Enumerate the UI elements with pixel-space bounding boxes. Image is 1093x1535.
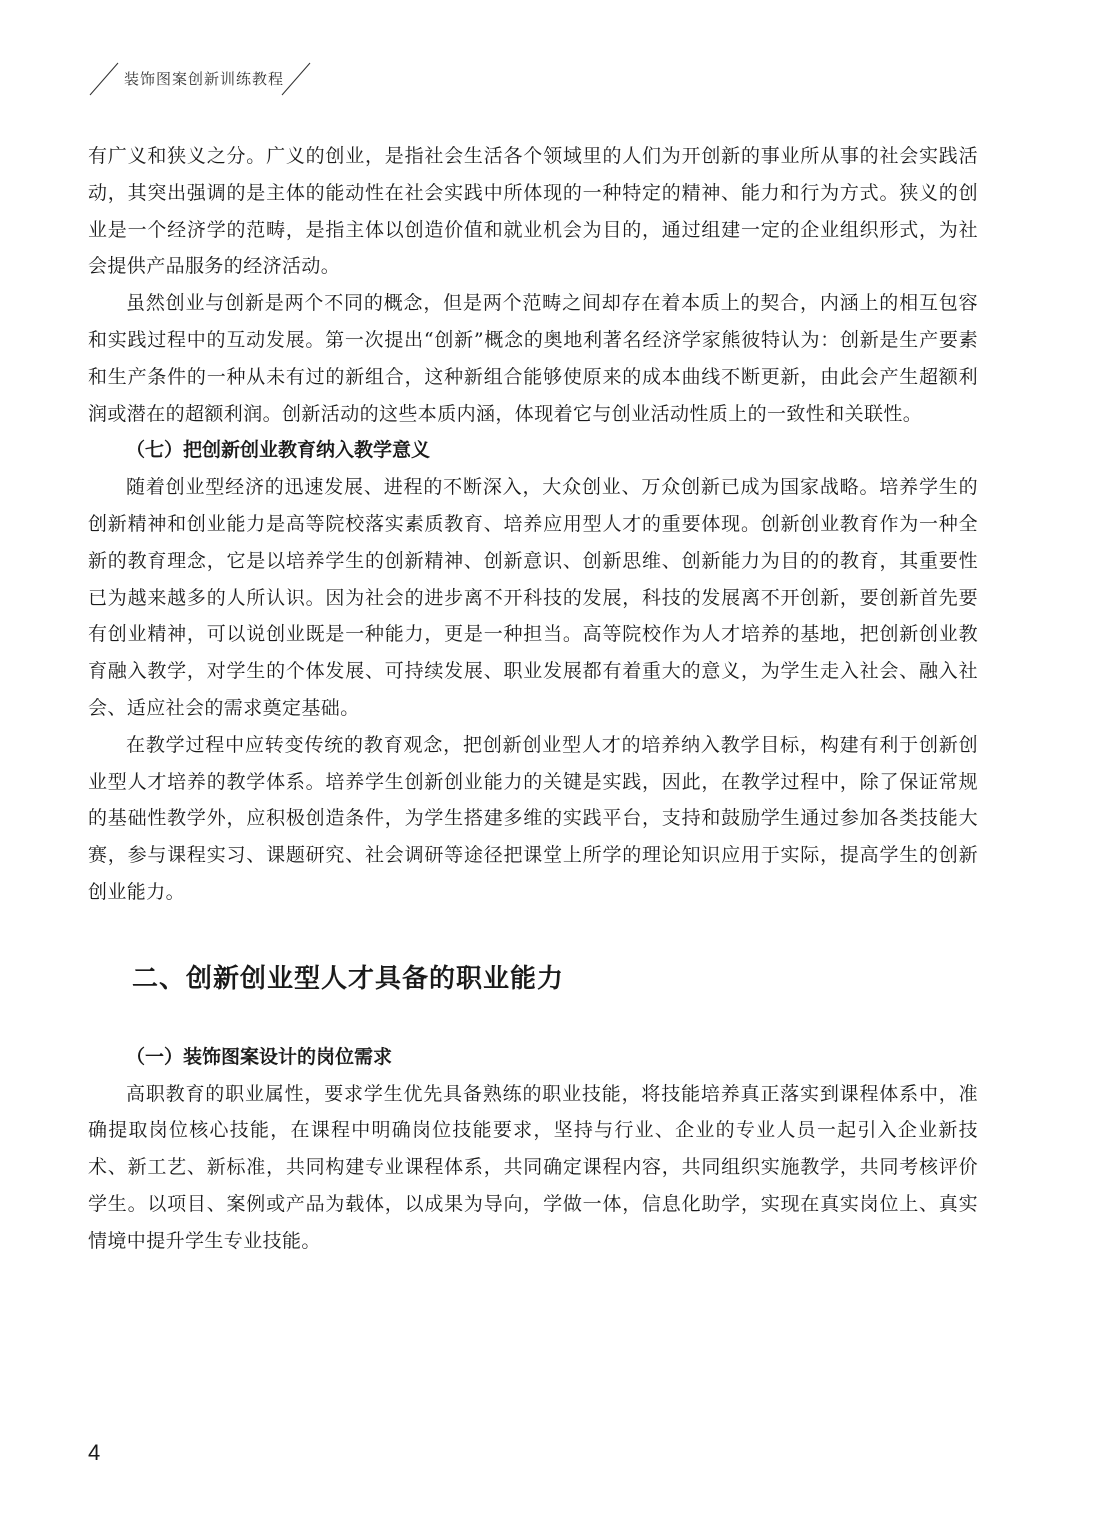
- header-slash-left-icon: [88, 62, 126, 96]
- subsection-heading-7: （七）把创新创业教育纳入教学意义: [126, 439, 431, 462]
- page-number: 4: [88, 1440, 101, 1465]
- header-slash-right-icon: [280, 62, 318, 96]
- paragraph: 高职教育的职业属性，要求学生优先具备熟练的职业技能，将技能培养真正落实到课程体系中，准确提取岗位核心技能，在课程中明确岗位技能要求，坚持与行业、企业的专业人员一起引入企业新技术、新工艺、新标准，共同构建专业课程体系，共同确定课程内容，共同组织实施教学，共同考核评价学生。以项目、案例或产品为载体，以成果为导向，学做一体，信息化助学，实现在真实岗位上、真实情境中提升学生专业技能。: [88, 1082, 978, 1252]
- paragraph: 在教学过程中应转变传统的教育观念，把创新创业型人才的培养纳入教学目标，构建有利于创新创业型人才培养的教学体系。培养学生创新创业能力的关键是实践，因此，在教学过程中，除了保证常规的基础性教学外，应积极创造条件，为学生搭建多维的实践平台，支持和鼓励学生通过参加各类技能大赛，参与课程实习、课题研究、社会调研等途径把课堂上所学的理论知识应用于实际，提高学生的创新创业能力。: [88, 733, 978, 903]
- running-title: 装饰图案创新训练教程: [124, 70, 285, 88]
- page-body: [88, 138, 978, 1260]
- paragraph-continued: 有广义和狭义之分。广义的创业，是指社会生活各个领域里的人们为开创新的事业所从事的社会实践活动，其突出强调的是主体的能动性在社会实践中所体现的一种特定的精神、能力和行为方式。狭义的创业是一个经济学的范畴，是指主体以创造价值和就业机会为目的，通过组建一定的企业组织形式，为社会提供产品服务的经济活动。: [88, 145, 978, 278]
- subsection-heading-1: （一）装饰图案设计的岗位需求: [126, 1045, 393, 1068]
- section-title: 二、创新创业型人才具备的职业能力: [132, 963, 565, 994]
- paragraph: 虽然创业与创新是两个不同的概念，但是两个范畴之间却存在着本质上的契合，内涵上的相互包容和实践过程中的互动发展。第一次提出“创新”概念的奥地利著名经济学家熊彼特认为：创新是生产要素和生产条件的一种从未有过的新组合，这种新组合能够使原来的成本曲线不断更新，由此会产生超额利润或潜在的超额利润。创新活动的这些本质内涵，体现着它与创业活动性质上的一致性和关联性。: [88, 292, 978, 425]
- running-header: [88, 62, 328, 96]
- paragraph: 随着创业型经济的迅速发展、进程的不断深入，大众创业、万众创新已成为国家战略。培养学生的创新精神和创业能力是高等院校落实素质教育、培养应用型人才的重要体现。创新创业教育作为一种全新的教育理念，它是以培养学生的创新精神、创新意识、创新思维、创新能力为目的的教育，其重要性已为越来越多的人所认识。因为社会的进步离不开科技的发展，科技的发展离不开创新，要创新首先要有创业精神，可以说创业既是一种能力，更是一种担当。高等院校作为人才培养的基地，把创新创业教育融入教学，对学生的个体发展、可持续发展、职业发展都有着重大的意义，为学生走入社会、融入社会、适应社会的需求奠定基础。: [88, 476, 978, 719]
